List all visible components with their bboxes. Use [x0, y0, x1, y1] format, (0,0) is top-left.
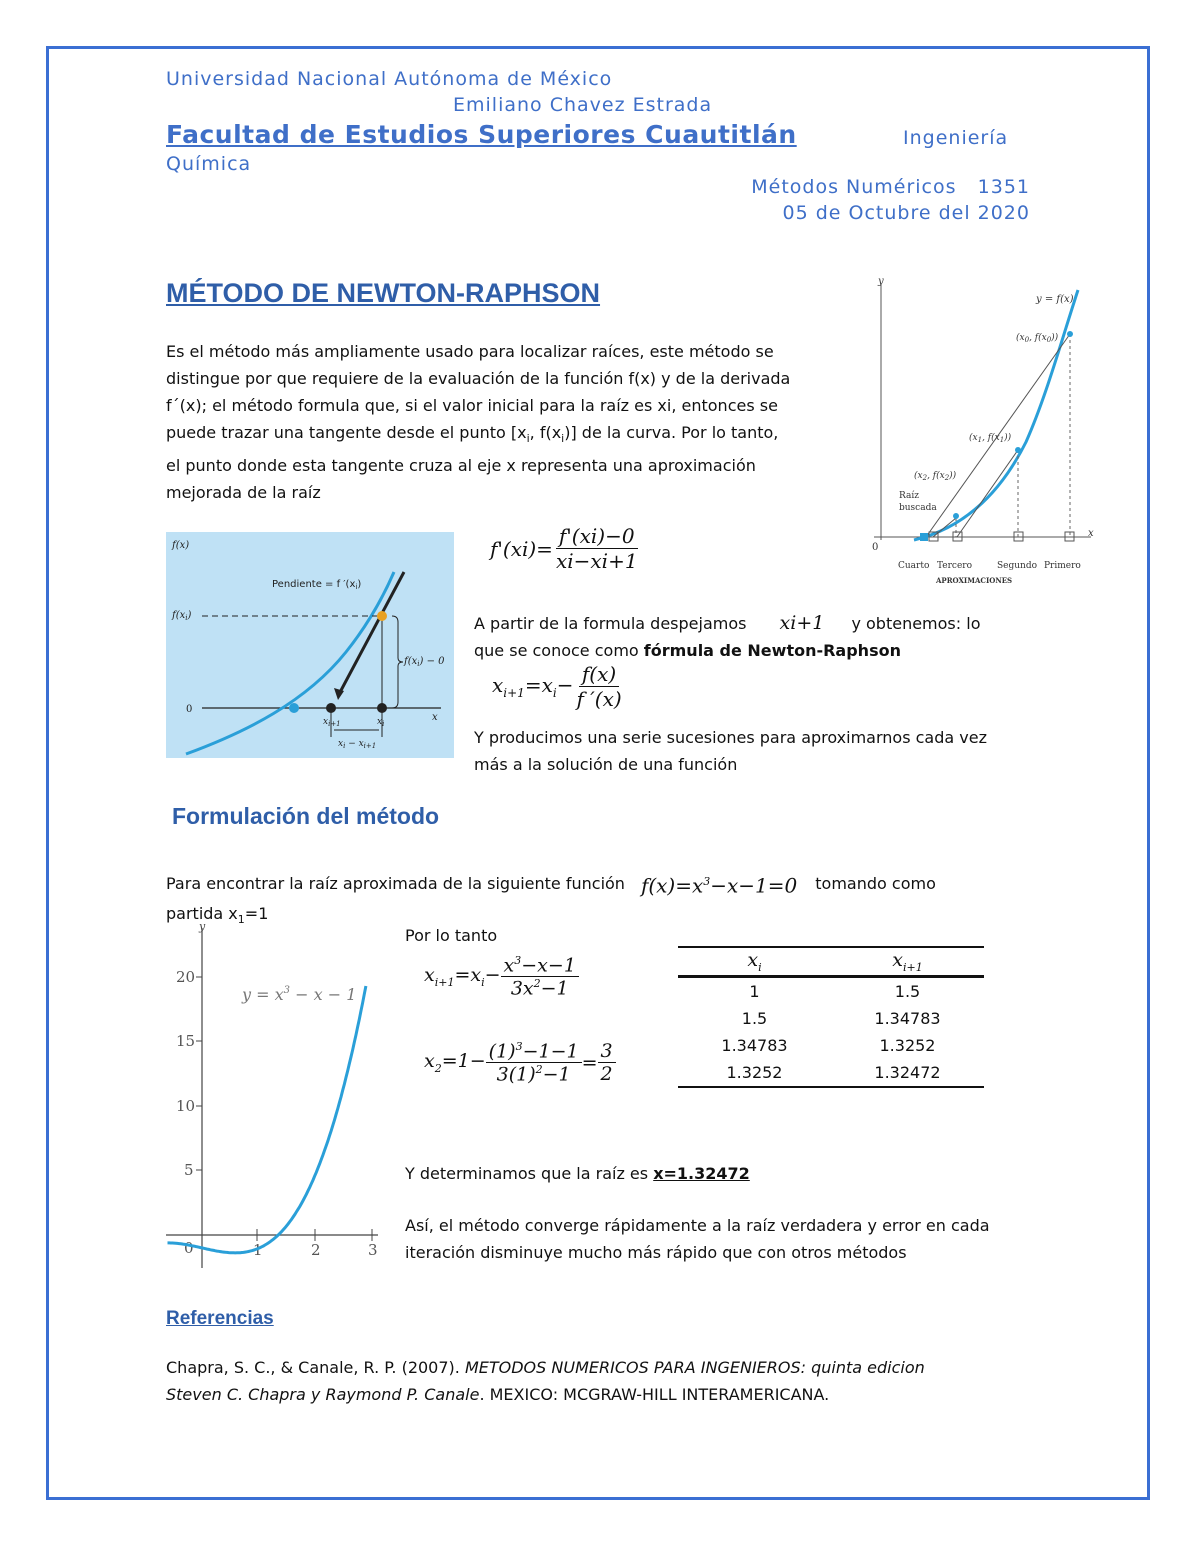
x2-fraction [486, 1040, 582, 1086]
curve-fx [914, 290, 1078, 540]
table-row [678, 1059, 984, 1086]
root-value: x=1.32472 [653, 1164, 750, 1183]
fig-tangent-xlabel: x [432, 712, 438, 723]
raiz-label-1: Raíz [899, 491, 919, 501]
cubic-curve [168, 986, 366, 1253]
x2-denominator: $3(1)^2-1$ [496, 1063, 571, 1086]
ytick-label: 10 [176, 1097, 196, 1115]
problem-line [166, 868, 1036, 900]
approximations-figure [866, 272, 1096, 590]
iteration-fraction [501, 954, 579, 1000]
iteration-formula [424, 954, 579, 1000]
author-name: Emiliano Chavez Estrada [453, 94, 713, 116]
point-xi1 [326, 703, 336, 713]
cell-xi: 1.5 [741, 1009, 768, 1028]
reference-line: Chapra, S. C., & Canale, R. P. (2007). METODOS NUMERICOS PARA INGENIEROS: quinta edicion [166, 1358, 925, 1377]
cell-xi1: 1.5 [894, 982, 921, 1001]
career-part-b: Química [166, 153, 252, 175]
root-point [289, 703, 299, 713]
point-xi [377, 703, 387, 713]
label-x2: ($x_2$, $f(x_2)$) [914, 471, 957, 482]
text-span: tomando como [815, 874, 936, 894]
course-name: Métodos Numéricos 1351 [751, 176, 1030, 198]
x2-result-denominator: 2 [600, 1063, 613, 1086]
cubic-curve-label: $y = x^3 - x - 1$ [242, 985, 357, 1004]
approximations-footer: APROXIMACIONES [936, 576, 1013, 585]
tangent-figure [166, 532, 454, 758]
slope-formula [490, 524, 641, 573]
subscript: i [561, 432, 565, 446]
derivation-line [474, 637, 1034, 664]
por-lo-tanto: Por lo tanto [405, 926, 498, 945]
ytick-label: 5 [184, 1161, 194, 1179]
label-segundo: Segundo [997, 561, 1038, 571]
iteration-lhs: $x_{i+1}=x_i-$ [424, 964, 501, 990]
text-span: que se conoce como [474, 641, 644, 660]
fxi-minus-zero: $f(x_i) - 0$ [404, 656, 445, 668]
header-xi1: $x_{i+1}$ [892, 949, 923, 974]
derivation-text [474, 610, 1034, 664]
fig-approx-ylabel: y [878, 276, 884, 287]
x2-computation: $x_2=1-$ $\frac{(1)^3-1-1}{3(1)^2-1}$ = $\frac{3}{2}$ [424, 1040, 616, 1086]
pendiente-label: Pendiente = f $'(x_i)$ [272, 579, 362, 591]
date: 05 de Octubre del 2020 [782, 202, 1030, 224]
text-span: )] de la curva. Por lo tanto, [564, 423, 779, 442]
intro-paragraph [166, 338, 838, 506]
series-text [474, 724, 1034, 778]
ytick-label: 20 [176, 968, 196, 986]
figure-background [166, 532, 454, 758]
cell-xi1: 1.32472 [874, 1063, 941, 1082]
conclusion [405, 1212, 1045, 1266]
x2-lhs: $x_2=1-$ [424, 1050, 486, 1076]
paragraph-line: Es el método más ampliamente usado para localizar raíces, este método se [166, 342, 774, 361]
label-primero: Primero [1044, 561, 1081, 571]
iteration-table-wrapper [678, 946, 984, 1088]
point-x0 [1067, 331, 1073, 337]
cubic-ylabel: y [199, 922, 206, 933]
section-title-newton-raphson: MÉTODO DE NEWTON-RAPHSON [166, 278, 601, 308]
label-cuarto: Cuarto [898, 561, 930, 571]
x2-result [598, 1040, 616, 1085]
cubic-graph [166, 922, 390, 1268]
paragraph-line: distingue por que requiere de la evaluación de la función f(x) y de la derivada [166, 369, 791, 388]
point-x1 [1015, 447, 1021, 453]
paragraph-line: mejorada de la raíz [166, 483, 321, 503]
label-tercero: Tercero [937, 561, 973, 571]
label-x1: ($x_1$, $f(x_1)$) [969, 433, 1012, 444]
text-span: , f(x [529, 423, 562, 442]
slope-lhs: f'(xi)= [490, 536, 553, 561]
xtick-label: 3 [368, 1241, 378, 1259]
diff-label: $x_i - x_{i+1}$ [338, 739, 377, 750]
root-marker [920, 533, 928, 541]
text-span: A partir de la formula despejamos [474, 614, 747, 633]
cell-xi: 1 [749, 982, 760, 1001]
subscript: i [526, 432, 530, 446]
nr-numerator: f(x) [579, 662, 619, 687]
formula-name: fórmula de Newton-Raphson [643, 641, 901, 660]
curve-label: y = f(x) [1036, 294, 1074, 305]
xtick-label: 1 [253, 1241, 263, 1259]
university-name: Universidad Nacional Autónoma de México [166, 68, 613, 90]
paragraph-line [166, 419, 838, 452]
x2-result-numerator: 3 [598, 1040, 616, 1063]
nr-denominator: f ′(x) [576, 687, 622, 711]
series-line: Y producimos una serie sucesiones para aproximarnos cada vez [474, 728, 987, 747]
x-ticks [253, 1229, 378, 1259]
paragraph-line: f´(x); el método formula que, si el valor inicial para la raíz es xi, entonces se [166, 396, 778, 415]
ytick-label: 0 [184, 1239, 194, 1257]
table-header-row [678, 948, 984, 977]
table-row [678, 1005, 984, 1032]
iteration-table [678, 948, 984, 1086]
derivation-line [474, 610, 1034, 637]
label-x0: ($x_0$, $f(x_0)$) [1016, 333, 1059, 344]
text-span: y obtenemos: lo [851, 614, 981, 633]
newton-raphson-formula [492, 662, 625, 711]
reference-entry [166, 1354, 1046, 1408]
table-row [678, 1032, 984, 1059]
fig-approx-origin: 0 [872, 542, 879, 553]
xi1-variable: xi+1 [779, 612, 825, 634]
series-line: más a la solución de una función [474, 755, 738, 774]
root-statement [405, 1160, 750, 1187]
x2-numerator: $(1)^3-1-1$ [486, 1040, 582, 1063]
conclusion-line: iteración disminuye mucho más rápido que con otros métodos [405, 1243, 907, 1262]
slope-fraction [553, 524, 641, 573]
reference-line: Steven C. Chapra y Raymond P. Canale. MEXICO: MCGRAW-HILL INTERAMERICANA. [166, 1385, 830, 1404]
raiz-label-2: buscada [899, 503, 937, 513]
y-ticks [176, 968, 202, 1257]
iteration-numerator: $x^3-x-1$ [501, 954, 579, 977]
ytick-label: 15 [176, 1032, 196, 1050]
zero-label: 0 [186, 704, 193, 715]
xtick-label: 2 [311, 1241, 321, 1259]
point-xi-fxi [377, 611, 387, 621]
table-row [678, 977, 984, 1006]
slope-numerator: f'(xi)−0 [556, 524, 638, 549]
fig-tangent-ylabel: f(x) [172, 540, 190, 551]
section-title-formulacion: Formulación del método [172, 803, 440, 829]
cell-xi1: 1.34783 [874, 1009, 941, 1028]
career-part-a: Ingeniería [903, 127, 1009, 149]
header-xi: $x_i$ [747, 949, 762, 974]
fxi-label: $f(x_i)$ [172, 610, 192, 622]
text-span: puede trazar una tangente desde el punto [x [166, 423, 527, 442]
fig-approx-xlabel: x [1088, 528, 1094, 539]
function-expression: $f(x)=x^3-x-1=0$ [640, 873, 798, 898]
iteration-denominator: $3x^2-1$ [510, 977, 569, 1000]
references-title: Referencias [166, 1308, 274, 1329]
cell-xi: 1.3252 [726, 1063, 783, 1082]
nr-lhs: $x_{i+1}=x_i-$ [492, 673, 574, 700]
xi1-label: $x_{i+1}$ [323, 717, 341, 728]
problem-line: partida $x_1=1$ [166, 903, 269, 926]
cell-xi: 1.34783 [721, 1036, 788, 1055]
text-span: Y determinamos que la raíz es [405, 1164, 654, 1183]
nr-fraction [573, 662, 624, 711]
slope-denominator: xi−xi+1 [555, 549, 638, 573]
xi-label: $x_i$ [377, 717, 385, 728]
paragraph-line: el punto donde esta tangente cruza al eje x representa una aproximación [166, 456, 756, 476]
faculty-name: Facultad de Estudios Superiores Cuautitlán [166, 120, 797, 149]
conclusion-line: Así, el método converge rápidamente a la raíz verdadera y error en cada [405, 1216, 990, 1235]
cell-xi1: 1.3252 [879, 1036, 936, 1055]
text-span: Para encontrar la raíz aproximada de la siguiente función [166, 874, 625, 894]
point-x2 [953, 513, 959, 519]
